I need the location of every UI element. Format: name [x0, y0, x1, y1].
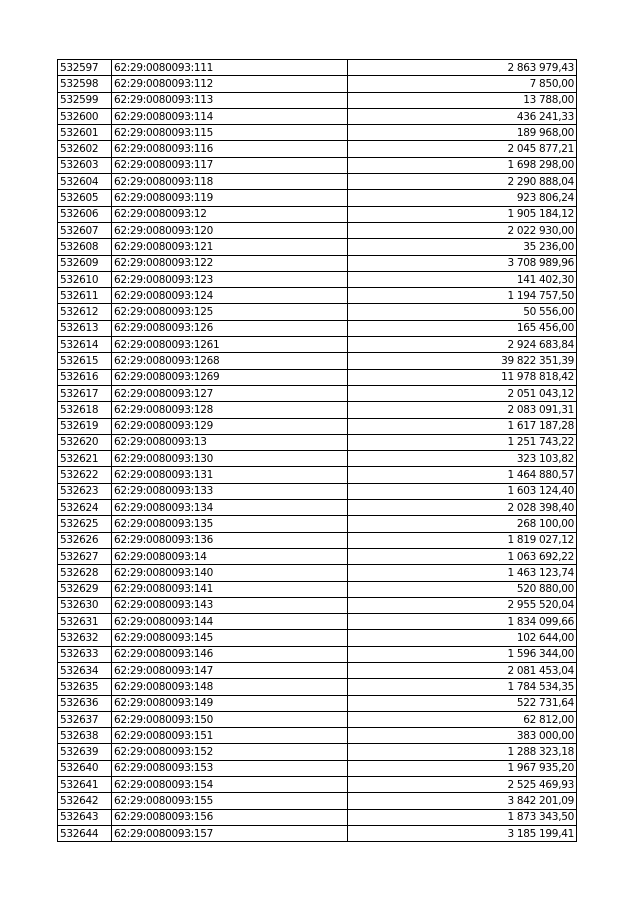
row-id-cell: 532616 — [58, 369, 112, 385]
cadastral-number-cell: 62:29:0080093:14 — [112, 548, 348, 564]
cadastral-value-cell: 383 000,00 — [348, 728, 577, 744]
table-row — [58, 255, 577, 271]
row-id-cell: 532610 — [58, 271, 112, 287]
cadastral-value-cell: 2 083 091,31 — [348, 402, 577, 418]
cadastral-number-cell: 62:29:0080093:1269 — [112, 369, 348, 385]
cadastral-number-cell: 62:29:0080093:111 — [112, 60, 348, 76]
cadastral-number-cell: 62:29:0080093:120 — [112, 222, 348, 238]
cadastral-number-cell: 62:29:0080093:12 — [112, 206, 348, 222]
row-id-cell: 532644 — [58, 825, 112, 841]
cadastral-value-cell: 323 103,82 — [348, 451, 577, 467]
cadastral-value-cell: 11 978 818,42 — [348, 369, 577, 385]
row-id-cell: 532638 — [58, 728, 112, 744]
cadastral-value-cell: 2 955 520,04 — [348, 597, 577, 613]
cadastral-value-cell: 1 603 124,40 — [348, 483, 577, 499]
row-id-cell: 532600 — [58, 108, 112, 124]
cadastral-number-cell: 62:29:0080093:157 — [112, 825, 348, 841]
cadastral-value-cell: 141 402,30 — [348, 271, 577, 287]
table-row — [58, 662, 577, 678]
cadastral-number-cell: 62:29:0080093:153 — [112, 760, 348, 776]
table-row — [58, 60, 577, 76]
table-row — [58, 288, 577, 304]
table-row — [58, 190, 577, 206]
table-row — [58, 174, 577, 190]
cadastral-value-cell: 13 788,00 — [348, 92, 577, 108]
table-row — [58, 125, 577, 141]
cadastral-number-cell: 62:29:0080093:133 — [112, 483, 348, 499]
cadastral-value-cell: 2 045 877,21 — [348, 141, 577, 157]
row-id-cell: 532617 — [58, 385, 112, 401]
cadastral-value-cell: 3 842 201,09 — [348, 793, 577, 809]
table-row — [58, 646, 577, 662]
row-id-cell: 532629 — [58, 581, 112, 597]
cadastral-value-cell: 2 028 398,40 — [348, 500, 577, 516]
table-body — [58, 60, 577, 842]
row-id-cell: 532640 — [58, 760, 112, 776]
table-row — [58, 141, 577, 157]
row-id-cell: 532619 — [58, 418, 112, 434]
table-row — [58, 337, 577, 353]
cadastral-number-cell: 62:29:0080093:13 — [112, 434, 348, 450]
row-id-cell: 532630 — [58, 597, 112, 613]
cadastral-value-cell: 2 081 453,04 — [348, 662, 577, 678]
row-id-cell: 532627 — [58, 548, 112, 564]
row-id-cell: 532609 — [58, 255, 112, 271]
table-row — [58, 483, 577, 499]
row-id-cell: 532641 — [58, 777, 112, 793]
table-row — [58, 695, 577, 711]
cadastral-number-cell: 62:29:0080093:118 — [112, 174, 348, 190]
cadastral-number-cell: 62:29:0080093:136 — [112, 532, 348, 548]
table-row — [58, 760, 577, 776]
row-id-cell: 532612 — [58, 304, 112, 320]
cadastral-value-cell: 436 241,33 — [348, 108, 577, 124]
row-id-cell: 532635 — [58, 679, 112, 695]
cadastral-value-cell: 1 194 757,50 — [348, 288, 577, 304]
row-id-cell: 532642 — [58, 793, 112, 809]
table-row — [58, 271, 577, 287]
row-id-cell: 532608 — [58, 239, 112, 255]
cadastral-number-cell: 62:29:0080093:124 — [112, 288, 348, 304]
cadastral-value-cell: 165 456,00 — [348, 320, 577, 336]
table-row — [58, 108, 577, 124]
row-id-cell: 532643 — [58, 809, 112, 825]
row-id-cell: 532604 — [58, 174, 112, 190]
row-id-cell: 532639 — [58, 744, 112, 760]
table-row — [58, 434, 577, 450]
cadastral-number-cell: 62:29:0080093:152 — [112, 744, 348, 760]
cadastral-number-cell: 62:29:0080093:123 — [112, 271, 348, 287]
cadastral-value-cell: 1 784 534,35 — [348, 679, 577, 695]
cadastral-number-cell: 62:29:0080093:122 — [112, 255, 348, 271]
cadastral-number-cell: 62:29:0080093:117 — [112, 157, 348, 173]
table-row — [58, 385, 577, 401]
table-row — [58, 467, 577, 483]
row-id-cell: 532621 — [58, 451, 112, 467]
cadastral-number-cell: 62:29:0080093:113 — [112, 92, 348, 108]
row-id-cell: 532625 — [58, 516, 112, 532]
cadastral-number-cell: 62:29:0080093:116 — [112, 141, 348, 157]
row-id-cell: 532613 — [58, 320, 112, 336]
cadastral-number-cell: 62:29:0080093:143 — [112, 597, 348, 613]
table-row — [58, 825, 577, 841]
cadastral-value-cell: 268 100,00 — [348, 516, 577, 532]
table-row — [58, 353, 577, 369]
cadastral-value-cell: 102 644,00 — [348, 630, 577, 646]
row-id-cell: 532606 — [58, 206, 112, 222]
table-row — [58, 744, 577, 760]
cadastral-number-cell: 62:29:0080093:114 — [112, 108, 348, 124]
table-row — [58, 777, 577, 793]
cadastral-value-cell: 2 863 979,43 — [348, 60, 577, 76]
cadastral-value-cell: 1 251 743,22 — [348, 434, 577, 450]
cadastral-value-cell: 2 290 888,04 — [348, 174, 577, 190]
document-page — [57, 59, 577, 842]
row-id-cell: 532628 — [58, 565, 112, 581]
row-id-cell: 532611 — [58, 288, 112, 304]
cadastral-number-cell: 62:29:0080093:1268 — [112, 353, 348, 369]
table-row — [58, 679, 577, 695]
row-id-cell: 532618 — [58, 402, 112, 418]
row-id-cell: 532614 — [58, 337, 112, 353]
table-row — [58, 597, 577, 613]
table-row — [58, 516, 577, 532]
row-id-cell: 532607 — [58, 222, 112, 238]
cadastral-number-cell: 62:29:0080093:130 — [112, 451, 348, 467]
cadastral-number-cell: 62:29:0080093:131 — [112, 467, 348, 483]
table-row — [58, 304, 577, 320]
cadastral-value-cell: 3 708 989,96 — [348, 255, 577, 271]
cadastral-number-cell: 62:29:0080093:127 — [112, 385, 348, 401]
cadastral-value-cell: 1 905 184,12 — [348, 206, 577, 222]
row-id-cell: 532605 — [58, 190, 112, 206]
row-id-cell: 532631 — [58, 614, 112, 630]
row-id-cell: 532622 — [58, 467, 112, 483]
cadastral-number-cell: 62:29:0080093:140 — [112, 565, 348, 581]
table-row — [58, 548, 577, 564]
table-row — [58, 418, 577, 434]
cadastral-value-cell: 189 968,00 — [348, 125, 577, 141]
row-id-cell: 532602 — [58, 141, 112, 157]
row-id-cell: 532620 — [58, 434, 112, 450]
cadastral-number-cell: 62:29:0080093:151 — [112, 728, 348, 744]
cadastral-number-cell: 62:29:0080093:148 — [112, 679, 348, 695]
table-row — [58, 565, 577, 581]
cadastral-value-cell: 2 525 469,93 — [348, 777, 577, 793]
row-id-cell: 532597 — [58, 60, 112, 76]
cadastral-value-cell: 3 185 199,41 — [348, 825, 577, 841]
cadastral-value-cell: 7 850,00 — [348, 76, 577, 92]
cadastral-value-cell: 2 924 683,84 — [348, 337, 577, 353]
cadastral-number-cell: 62:29:0080093:145 — [112, 630, 348, 646]
row-id-cell: 532637 — [58, 711, 112, 727]
row-id-cell: 532626 — [58, 532, 112, 548]
cadastral-number-cell: 62:29:0080093:115 — [112, 125, 348, 141]
table-row — [58, 320, 577, 336]
row-id-cell: 532615 — [58, 353, 112, 369]
cadastral-value-cell: 50 556,00 — [348, 304, 577, 320]
cadastral-value-cell: 1 819 027,12 — [348, 532, 577, 548]
cadastral-number-cell: 62:29:0080093:121 — [112, 239, 348, 255]
cadastral-value-cell: 1 834 099,66 — [348, 614, 577, 630]
table-row — [58, 728, 577, 744]
table-row — [58, 206, 577, 222]
cadastral-number-cell: 62:29:0080093:156 — [112, 809, 348, 825]
cadastral-number-cell: 62:29:0080093:154 — [112, 777, 348, 793]
table-row — [58, 711, 577, 727]
cadastral-value-cell: 1 698 298,00 — [348, 157, 577, 173]
cadastral-number-cell: 62:29:0080093:150 — [112, 711, 348, 727]
row-id-cell: 532633 — [58, 646, 112, 662]
row-id-cell: 532634 — [58, 662, 112, 678]
table-row — [58, 614, 577, 630]
cadastral-value-cell: 1 464 880,57 — [348, 467, 577, 483]
table-row — [58, 402, 577, 418]
cadastral-value-cell: 62 812,00 — [348, 711, 577, 727]
row-id-cell: 532599 — [58, 92, 112, 108]
cadastral-number-cell: 62:29:0080093:126 — [112, 320, 348, 336]
cadastral-number-cell: 62:29:0080093:112 — [112, 76, 348, 92]
cadastral-number-cell: 62:29:0080093:147 — [112, 662, 348, 678]
cadastral-value-cell: 520 880,00 — [348, 581, 577, 597]
cadastral-number-cell: 62:29:0080093:129 — [112, 418, 348, 434]
table-row — [58, 157, 577, 173]
cadastral-number-cell: 62:29:0080093:134 — [112, 500, 348, 516]
row-id-cell: 532601 — [58, 125, 112, 141]
table-row — [58, 369, 577, 385]
table-row — [58, 500, 577, 516]
cadastral-value-table — [57, 59, 577, 842]
table-row — [58, 222, 577, 238]
cadastral-number-cell: 62:29:0080093:144 — [112, 614, 348, 630]
table-row — [58, 92, 577, 108]
table-row — [58, 451, 577, 467]
cadastral-value-cell: 2 022 930,00 — [348, 222, 577, 238]
cadastral-number-cell: 62:29:0080093:128 — [112, 402, 348, 418]
cadastral-number-cell: 62:29:0080093:119 — [112, 190, 348, 206]
cadastral-value-cell: 35 236,00 — [348, 239, 577, 255]
table-row — [58, 76, 577, 92]
table-row — [58, 630, 577, 646]
row-id-cell: 532636 — [58, 695, 112, 711]
cadastral-number-cell: 62:29:0080093:146 — [112, 646, 348, 662]
cadastral-number-cell: 62:29:0080093:149 — [112, 695, 348, 711]
row-id-cell: 532598 — [58, 76, 112, 92]
cadastral-value-cell: 1 967 935,20 — [348, 760, 577, 776]
cadastral-number-cell: 62:29:0080093:155 — [112, 793, 348, 809]
cadastral-value-cell: 1 596 344,00 — [348, 646, 577, 662]
cadastral-value-cell: 522 731,64 — [348, 695, 577, 711]
cadastral-value-cell: 1 873 343,50 — [348, 809, 577, 825]
cadastral-value-cell: 1 617 187,28 — [348, 418, 577, 434]
row-id-cell: 532632 — [58, 630, 112, 646]
cadastral-number-cell: 62:29:0080093:141 — [112, 581, 348, 597]
cadastral-value-cell: 1 063 692,22 — [348, 548, 577, 564]
table-row — [58, 239, 577, 255]
cadastral-value-cell: 923 806,24 — [348, 190, 577, 206]
cadastral-value-cell: 1 288 323,18 — [348, 744, 577, 760]
cadastral-number-cell: 62:29:0080093:125 — [112, 304, 348, 320]
table-row — [58, 532, 577, 548]
cadastral-number-cell: 62:29:0080093:1261 — [112, 337, 348, 353]
row-id-cell: 532603 — [58, 157, 112, 173]
cadastral-number-cell: 62:29:0080093:135 — [112, 516, 348, 532]
table-row — [58, 809, 577, 825]
row-id-cell: 532624 — [58, 500, 112, 516]
cadastral-value-cell: 2 051 043,12 — [348, 385, 577, 401]
row-id-cell: 532623 — [58, 483, 112, 499]
cadastral-value-cell: 39 822 351,39 — [348, 353, 577, 369]
table-row — [58, 793, 577, 809]
table-row — [58, 581, 577, 597]
cadastral-value-cell: 1 463 123,74 — [348, 565, 577, 581]
